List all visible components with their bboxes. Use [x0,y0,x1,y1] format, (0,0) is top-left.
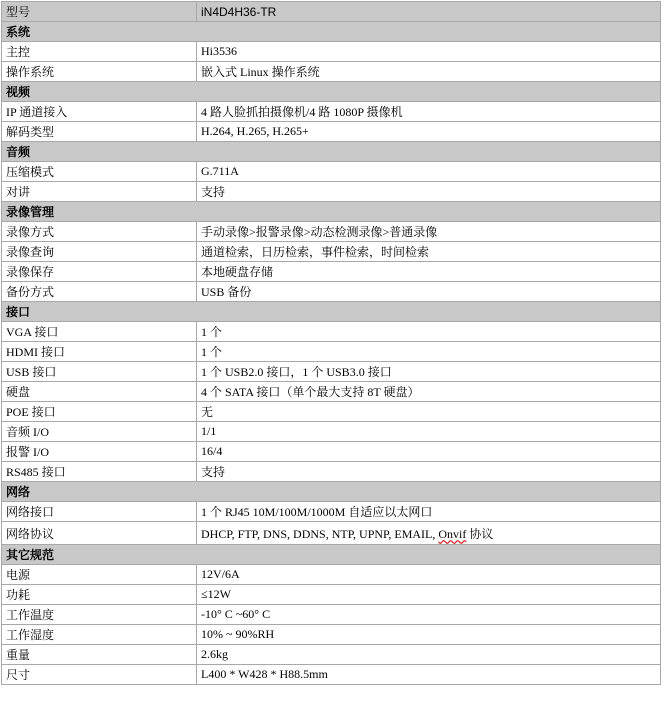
spec-row [2,262,661,282]
spec-value: 本地硬盘存储 [197,262,661,282]
section-header-recording [2,202,661,222]
spec-label: 报警 I/O [2,442,197,462]
spec-label: 备份方式 [2,282,197,302]
spec-row [2,565,661,585]
spec-label: 解码类型 [2,122,197,142]
section-title: 音频 [2,142,661,162]
spec-label: 硬盘 [2,382,197,402]
spec-value: 支持 [197,182,661,202]
protocol-suffix: 协议 [466,526,494,541]
spec-value: G.711A [197,162,661,182]
section-header-video [2,82,661,102]
spec-row [2,462,661,482]
spec-row [2,382,661,402]
spec-row [2,242,661,262]
section-title: 网络 [2,482,661,502]
model-label: 型号 [2,2,197,22]
spec-label: HDMI 接口 [2,342,197,362]
section-title: 系统 [2,22,661,42]
spec-value: 10% ~ 90%RH [197,625,661,645]
spec-label: 功耗 [2,585,197,605]
spec-value: 手动录像>报警录像>动态检测录像>普通录像 [197,222,661,242]
spec-row [2,605,661,625]
spec-value: 支持 [197,462,661,482]
model-value: iN4D4H36-TR [197,2,661,22]
spec-label: 录像方式 [2,222,197,242]
spec-label: RS485 接口 [2,462,197,482]
spec-label: IP 通道接入 [2,102,197,122]
spec-label: VGA 接口 [2,322,197,342]
spec-label: 录像查询 [2,242,197,262]
spec-row [2,62,661,82]
section-title: 视频 [2,82,661,102]
section-header-system [2,22,661,42]
spec-value: 嵌入式 Linux 操作系统 [197,62,661,82]
spec-value: USB 备份 [197,282,661,302]
spec-row [2,402,661,422]
spec-value: 16/4 [197,442,661,462]
spec-row [2,162,661,182]
spec-label: POE 接口 [2,402,197,422]
protocol-list: DHCP, FTP, DNS, DDNS, NTP, UPNP, EMAIL, [201,526,439,541]
spec-value: 无 [197,402,661,422]
spec-value: ≤12W [197,585,661,605]
section-title: 其它规范 [2,545,661,565]
section-header-network [2,482,661,502]
spec-value: 1/1 [197,422,661,442]
spec-value: 1 个 USB2.0 接口，1 个 USB3.0 接口 [197,362,661,382]
spec-label: 网络接口 [2,502,197,522]
spec-label: USB 接口 [2,362,197,382]
spec-row [2,362,661,382]
section-header-interfaces [2,302,661,322]
section-header-audio [2,142,661,162]
section-title: 录像管理 [2,202,661,222]
spec-row [2,122,661,142]
spec-label: 音频 I/O [2,422,197,442]
spec-value: 通道检索，日历检索，事件检索，时间检索 [197,242,661,262]
spec-row [2,422,661,442]
spec-label: 尺寸 [2,665,197,685]
spec-value: 1 个 RJ45 10M/100M/1000M 自适应以太网口 [197,502,661,522]
section-header-other [2,545,661,565]
spec-value: 1 个 [197,342,661,362]
spec-value: L400 * W428 * H88.5mm [197,665,661,685]
model-row [2,2,661,22]
spec-label: 操作系统 [2,62,197,82]
spec-row [2,342,661,362]
spec-row [2,665,661,685]
spec-value: 4 个 SATA 接口（单个最大支持 8T 硬盘） [197,382,661,402]
spec-value: H.264, H.265, H.265+ [197,122,661,142]
spec-row [2,585,661,605]
spec-label: 重量 [2,645,197,665]
spec-label: 录像保存 [2,262,197,282]
spec-row [2,42,661,62]
spec-label: 网络协议 [2,522,197,545]
spec-row [2,522,661,545]
spec-label: 压缩模式 [2,162,197,182]
spec-row [2,442,661,462]
spec-value: 12V/6A [197,565,661,585]
spec-label: 主控 [2,42,197,62]
spec-row [2,645,661,665]
spec-value: -10° C ~60° C [197,605,661,625]
spec-row [2,282,661,302]
spec-label: 工作温度 [2,605,197,625]
spec-value: Hi3536 [197,42,661,62]
spec-row [2,222,661,242]
spec-table [1,1,661,685]
spec-row [2,625,661,645]
spec-row [2,182,661,202]
spec-row [2,322,661,342]
spec-label: 电源 [2,565,197,585]
section-title: 接口 [2,302,661,322]
spec-value: 2.6kg [197,645,661,665]
spec-label: 对讲 [2,182,197,202]
spec-row [2,102,661,122]
spellcheck-flagged-word: Onvif [438,526,467,541]
spec-label: 工作湿度 [2,625,197,645]
spec-value: 4 路人脸抓拍摄像机/4 路 1080P 摄像机 [197,102,661,122]
spec-row [2,502,661,522]
spec-value [197,522,661,545]
spec-value: 1 个 [197,322,661,342]
